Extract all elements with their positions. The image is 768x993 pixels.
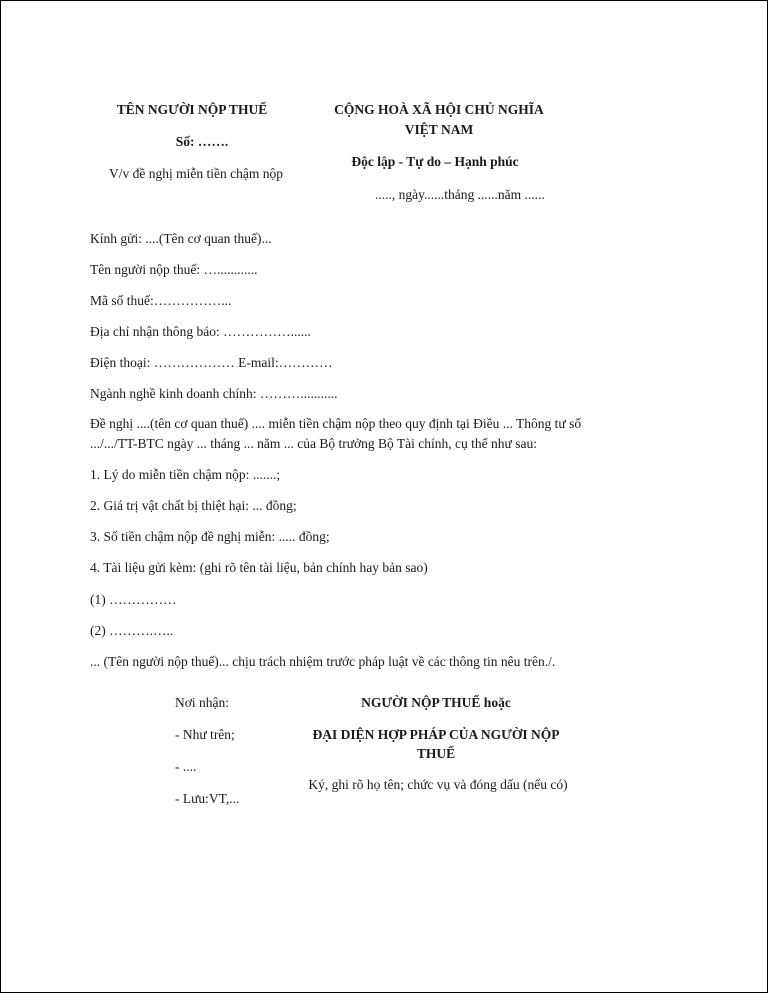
taxpayer-name-line: Tên người nộp thuế: …............ <box>90 262 258 277</box>
recipient-item: - Như trên; <box>175 727 235 742</box>
business-line: Ngành nghề kinh doanh chính: ………........... <box>90 386 338 401</box>
signature-title-line1: NGƯỜI NỘP THUẾ hoặc <box>361 695 511 710</box>
national-motto-line2: VIỆT NAM <box>404 122 474 137</box>
request-line-1: Đề nghị ....(tên cơ quan thuế) .... miễn tiền chậm nộp theo quy định tại Điều ... Thông tư số <box>90 416 582 431</box>
request-line-2: .../.../TT-BTC ngày ... tháng ... năm ... của Bộ trưởng Bộ Tài chính, cụ thể như sau: <box>90 436 537 451</box>
document-subject: V/v đề nghị miễn tiền chậm nộp <box>109 166 283 181</box>
commitment-line: ... (Tên người nộp thuế)... chịu trách nhiệm trước pháp luật về các thông tin nêu trên./. <box>90 654 556 669</box>
taxpayer-org-name: TÊN NGƯỜI NỘP THUẾ <box>116 102 268 117</box>
item-damage-value: 2. Giá trị vật chất bị thiệt hại: ... đồng; <box>90 498 297 513</box>
signature-title-line3: THUẾ <box>416 746 456 761</box>
item-attachments: 4. Tài liệu gửi kèm: (ghi rõ tên tài liệu, bản chính hay bản sao) <box>90 560 428 575</box>
attachment-2: (2) ……….….. <box>90 623 174 638</box>
signature-instruction: Ký, ghi rõ họ tên; chức vụ và đóng dấu (nếu có) <box>308 777 568 792</box>
date-line: ....., ngày......tháng ......năm ...... <box>375 187 545 202</box>
document-number: Số: ……. <box>175 134 229 149</box>
recipient-item: - Lưu:VT,... <box>175 791 240 806</box>
tax-code-line: Mã số thuế:……………... <box>90 293 232 308</box>
item-reason: 1. Lý do miễn tiền chậm nộp: .......; <box>90 467 281 482</box>
national-slogan: Độc lập - Tự do – Hạnh phúc <box>351 154 519 169</box>
recipients-title: Nơi nhận: <box>175 695 230 710</box>
attachment-1: (1) …………… <box>90 592 177 607</box>
recipient-line: Kính gửi: ....(Tên cơ quan thuế)... <box>90 231 272 246</box>
phone-email-line: Điện thoại: ……………… E-mail:………… <box>90 355 333 370</box>
signature-title-line2: ĐẠI DIỆN HỢP PHÁP CỦA NGƯỜI NỘP <box>312 727 560 742</box>
address-line: Địa chỉ nhận thông báo: ……………...... <box>90 324 311 339</box>
recipient-item: - .... <box>175 759 197 774</box>
item-exemption-amount: 3. Số tiền chậm nộp đề nghị miễn: ..... đồng; <box>90 529 330 544</box>
national-motto-line1: CỘNG HOÀ XÃ HỘI CHỦ NGHĨA <box>334 102 544 117</box>
